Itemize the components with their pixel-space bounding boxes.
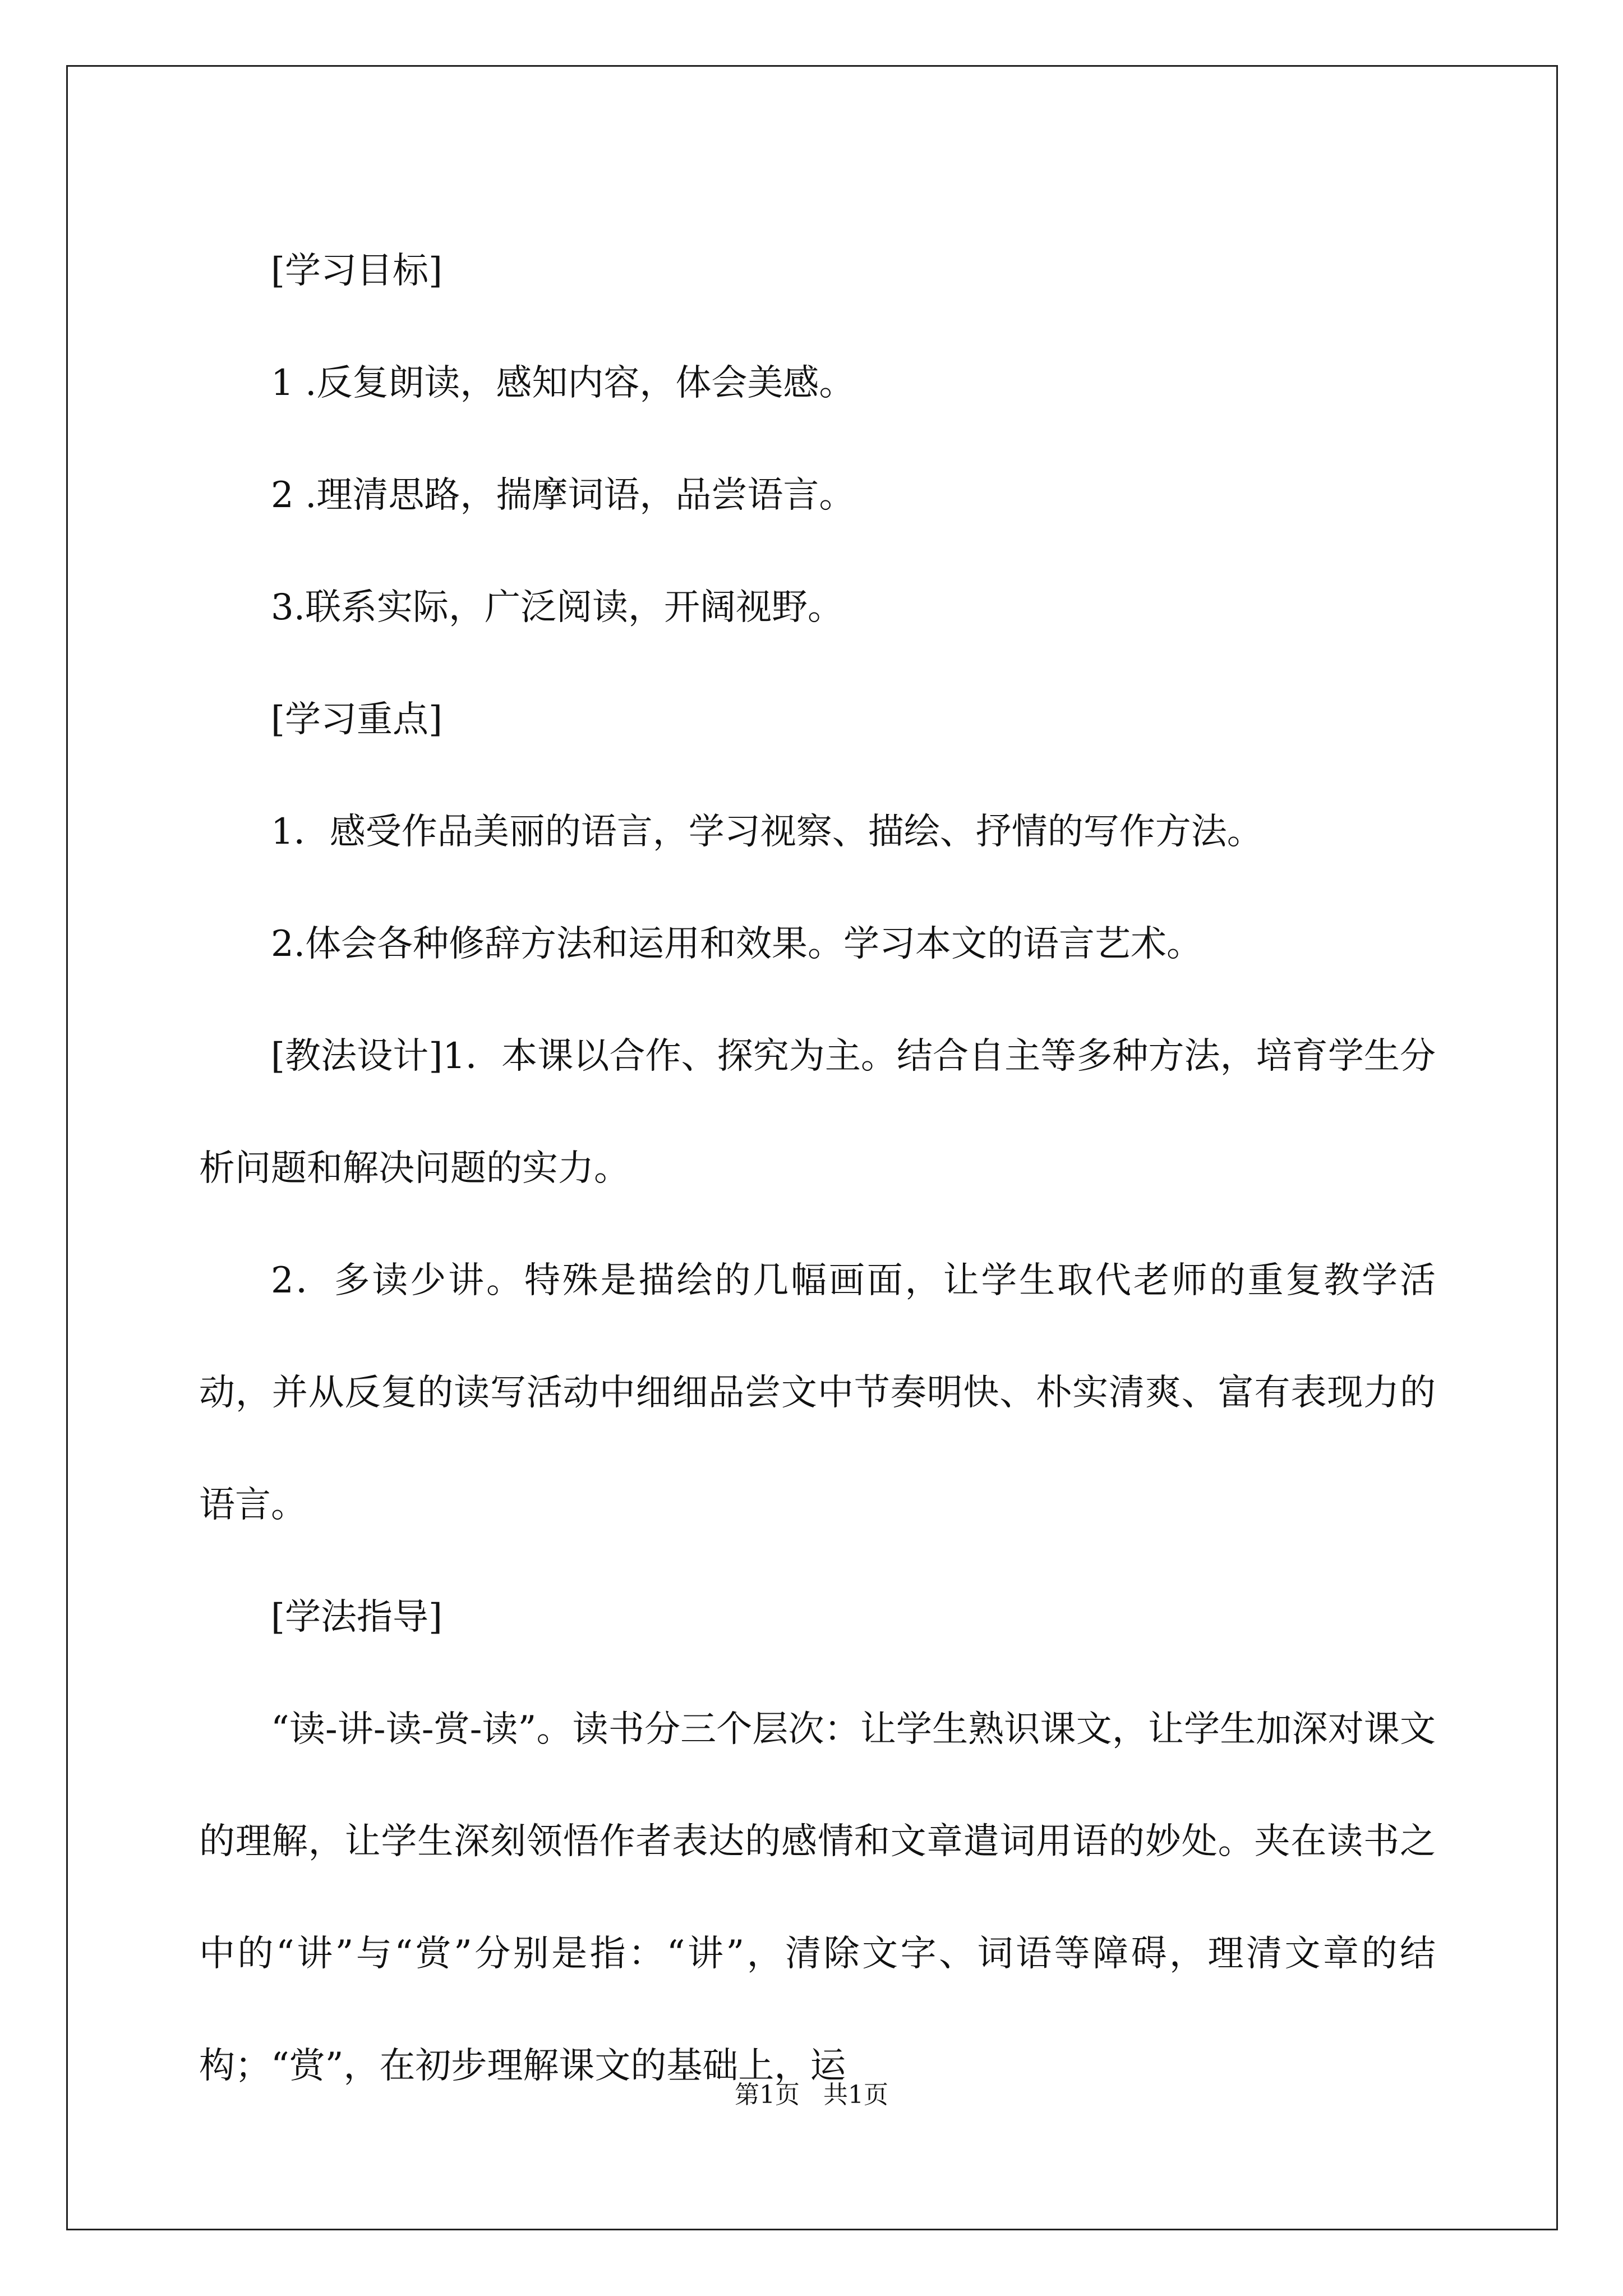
objective-item-1: 1 .反复朗读，感知内容，体会美感。: [271, 362, 855, 404]
key-point-item-2: 2.体会各种修辞方法和运用和效果。学习本文的语言艺术。: [271, 923, 1203, 965]
objective-item-2: 2 .理清思路，揣摩词语，品尝语言。: [271, 475, 855, 516]
document-body: [199, 215, 1436, 2122]
section-heading-study-guide: [学法指导]: [271, 1596, 442, 1638]
teaching-design-item-2: 2．多读少讲。特殊是描绘的几幅画面，让学生取代老师的重复教学活动，并从反复的读写活动中细细品尝文中节奏明快、朴实清爽、富有表现力的语言。: [199, 1260, 1436, 1526]
page-number-footer: 第1页 共1页: [735, 2081, 888, 2109]
study-guide-paragraph: “读-讲-读-赏-读”。读书分三个层次：让学生熟识课文，让学生加深对课文的理解，让学生深刻领悟作者表达的感情和文章遣词用语的妙处。夹在读书之中的“讲”与“赏”分别是指：“讲”，清除文字、词语等障碍，理清文章的结构；“赏”，在初步理解课文的基础上，运: [199, 1709, 1436, 2087]
key-point-item-1: 1．感受作品美丽的语言，学习视察、描绘、抒情的写作方法。: [271, 811, 1263, 853]
objective-item-3: 3.联系实际，广泛阅读，开阔视野。: [271, 587, 844, 628]
teaching-design-item-1: [教法设计]1．本课以合作、探究为主。结合自主等多种方法，培育学生分析问题和解决问题的实力。: [199, 1036, 1436, 1189]
section-heading-objectives: [学习目标]: [271, 250, 442, 292]
section-heading-key-points: [学习重点]: [271, 699, 442, 740]
